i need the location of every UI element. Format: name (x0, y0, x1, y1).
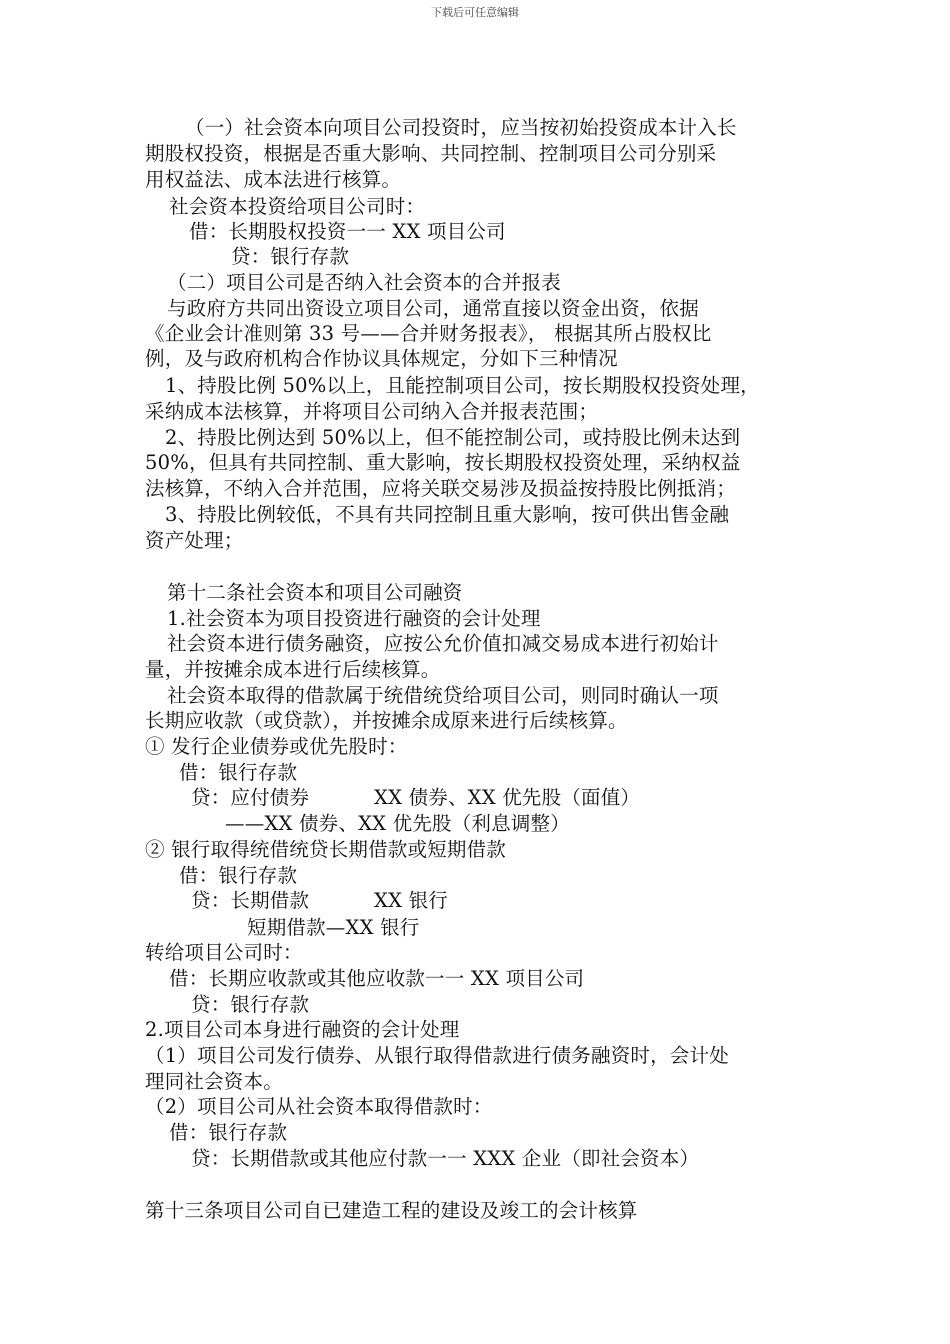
text-line: 量，并按摊余成本进行后续核算。 (145, 658, 441, 681)
text-line: （1）项目公司发行债券、从银行取得借款进行债务融资时，会计处 (145, 1044, 729, 1067)
text-line: 与政府方共同出资设立项目公司，通常直接以资金出资，依据 (167, 297, 699, 320)
text-line: 短期借款—XX 银行 (247, 916, 420, 939)
text-line: 贷：银行存款 (191, 993, 310, 1016)
text-line: 借：长期股权投资一一 XX 项目公司 (189, 220, 506, 243)
text-line: 用权益法、成本法进行核算。 (145, 168, 402, 191)
text-line: （二）项目公司是否纳入社会资本的合并报表 (167, 271, 562, 294)
text-line: 资产处理； (145, 529, 244, 552)
text-line: 理同社会资本。 (145, 1070, 283, 1093)
text-line: 社会资本取得的借款属于统借统贷给项目公司，则同时确认一项 (167, 684, 719, 707)
text-line: 50%，但具有共同控制、重大影响，按长期股权投资处理，采纳权益 (145, 451, 741, 474)
text-line: 法核算，不纳入合并范围，应将关联交易涉及损益按持股比例抵消； (145, 477, 737, 500)
text-line: 转给项目公司时： (145, 941, 303, 964)
text-line: 借：长期应收款或其他应收款一一 XX 项目公司 (169, 967, 585, 990)
text-line: 借：银行存款 (179, 761, 298, 784)
text-line: 采纳成本法核算，并将项目公司纳入合并报表范围； (145, 400, 599, 423)
text-line: 期股权投资，根据是否重大影响、共同控制、控制项目公司分别采 (145, 142, 717, 165)
text-line: 1.社会资本为项目投资进行融资的会计处理 (167, 607, 541, 630)
text-line: 3、持股比例较低，不具有共同控制且重大影响，按可供出售金融 (165, 503, 730, 526)
section-heading: 第十二条社会资本和项目公司融资 (167, 581, 463, 604)
text-line: ——XX 债券、XX 优先股（利息调整） (225, 812, 570, 835)
page-header: 下载后可任意编辑 (431, 6, 519, 19)
text-line: 贷：长期借款 (191, 889, 310, 912)
text-line: 长期应收款（或贷款），并按摊余成原来进行后续核算。 (145, 709, 628, 732)
text-line: （一）社会资本向项目公司投资时，应当按初始投资成本计入长 (185, 116, 737, 139)
text-line: 贷：应付债券 (191, 786, 310, 809)
text-line: ② 银行取得统借统贷长期借款或短期借款 (145, 838, 506, 861)
text-line: 社会资本投资给项目公司时： (169, 195, 426, 218)
text-line: 借：银行存款 (169, 1121, 288, 1144)
text-line: XX 银行 (374, 889, 448, 912)
text-line: 贷：银行存款 (231, 245, 350, 268)
text-line: ① 发行企业债券或优先股时： (145, 735, 408, 758)
text-line: 1、持股比例 50%以上，且能控制项目公司，按长期股权投资处理， (165, 374, 760, 397)
text-line: 借：银行存款 (179, 864, 298, 887)
section-heading: 第十三条项目公司自已建造工程的建设及竣工的会计核算 (145, 1199, 638, 1222)
text-line: 《企业会计准则第 33 号——合并财务报表》， 根据其所占股权比 (145, 322, 712, 345)
text-line: XX 债券、XX 优先股（面值） (374, 786, 641, 809)
text-line: 贷：长期借款或其他应付款一一 XXX 企业（即社会资本） (191, 1147, 700, 1170)
text-line: 2、持股比例达到 50%以上，但不能控制公司，或持股比例未达到 (165, 426, 741, 449)
text-line: 社会资本进行债务融资，应按公允价值扣减交易成本进行初始计 (167, 632, 719, 655)
text-line: 2.项目公司本身进行融资的会计处理 (145, 1018, 460, 1041)
text-line: （2）项目公司从社会资本取得借款时： (145, 1095, 493, 1118)
text-line: 例，及与政府机构合作协议具体规定，分如下三种情况 (145, 347, 618, 370)
